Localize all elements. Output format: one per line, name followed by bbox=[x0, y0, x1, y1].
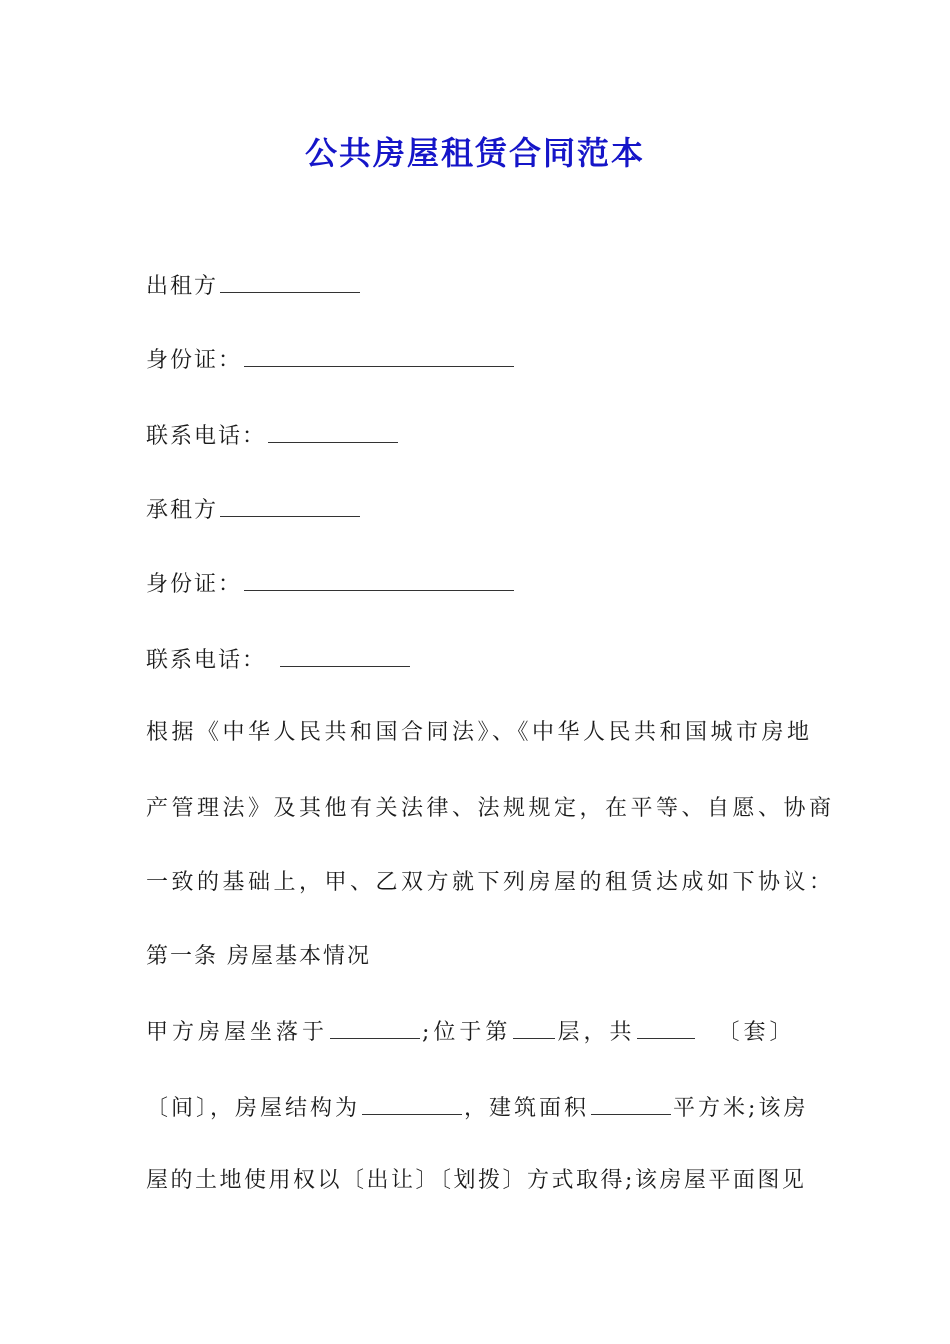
preamble-line-2: 产管理法》及其他有关法律、法规规定，在平等、自愿、协商 bbox=[146, 796, 835, 821]
area-blank[interactable] bbox=[591, 1092, 671, 1115]
structure-blank[interactable] bbox=[362, 1092, 462, 1115]
preamble-line-1: 根据《中华人民共和国合同法》、《中华人民共和国城市房地 bbox=[146, 720, 813, 745]
lessee-phone-blank[interactable] bbox=[280, 644, 410, 667]
article-1-line-2 bbox=[146, 1092, 816, 1122]
area-label: ，建筑面积 bbox=[464, 1096, 590, 1121]
lessor-label: 出租方 bbox=[146, 274, 219, 299]
area-unit-label: 平方米;该房 bbox=[673, 1096, 809, 1121]
lessee-id-line bbox=[146, 568, 816, 598]
lessor-id-line bbox=[146, 344, 816, 374]
lessee-line bbox=[146, 494, 816, 524]
lessee-phone-line bbox=[146, 644, 816, 674]
lessor-blank[interactable] bbox=[220, 270, 360, 293]
lessor-id-blank[interactable] bbox=[244, 344, 514, 367]
structure-label: 〔间〕，房屋结构为 bbox=[146, 1096, 361, 1121]
lessor-phone-label: 联系电话： bbox=[146, 424, 267, 449]
lessee-id-blank[interactable] bbox=[244, 568, 514, 591]
floor-label: ;位于第 bbox=[422, 1020, 512, 1045]
preamble-line-3: 一致的基础上，甲、乙双方就下列房屋的租赁达成如下协议： bbox=[146, 870, 835, 895]
document-title: 公共房屋租赁合同范本 bbox=[304, 134, 645, 172]
lessor-line bbox=[146, 270, 816, 300]
article-1-heading: 第一条 房屋基本情况 bbox=[146, 944, 371, 969]
lessor-phone-blank[interactable] bbox=[268, 420, 398, 443]
floor-blank[interactable] bbox=[513, 1016, 555, 1039]
lessee-label: 承租方 bbox=[146, 498, 219, 523]
location-blank[interactable] bbox=[330, 1016, 420, 1039]
lessor-phone-line bbox=[146, 420, 816, 450]
units-blank[interactable] bbox=[637, 1016, 695, 1039]
location-label: 甲方房屋坐落于 bbox=[146, 1020, 329, 1045]
lessee-phone-label: 联系电话： bbox=[146, 648, 267, 673]
article-1-line-3: 屋的土地使用权以〔出让〕〔划拨〕方式取得;该房屋平面图见 bbox=[146, 1168, 807, 1193]
lessee-id-label: 身份证： bbox=[146, 572, 243, 597]
lessee-blank[interactable] bbox=[220, 494, 360, 517]
article-1-line-1 bbox=[146, 1016, 816, 1046]
total-floors-label: 层，共 bbox=[557, 1020, 636, 1045]
unit-type-set: 〔套〕 bbox=[717, 1020, 796, 1045]
lessor-id-label: 身份证： bbox=[146, 348, 243, 373]
